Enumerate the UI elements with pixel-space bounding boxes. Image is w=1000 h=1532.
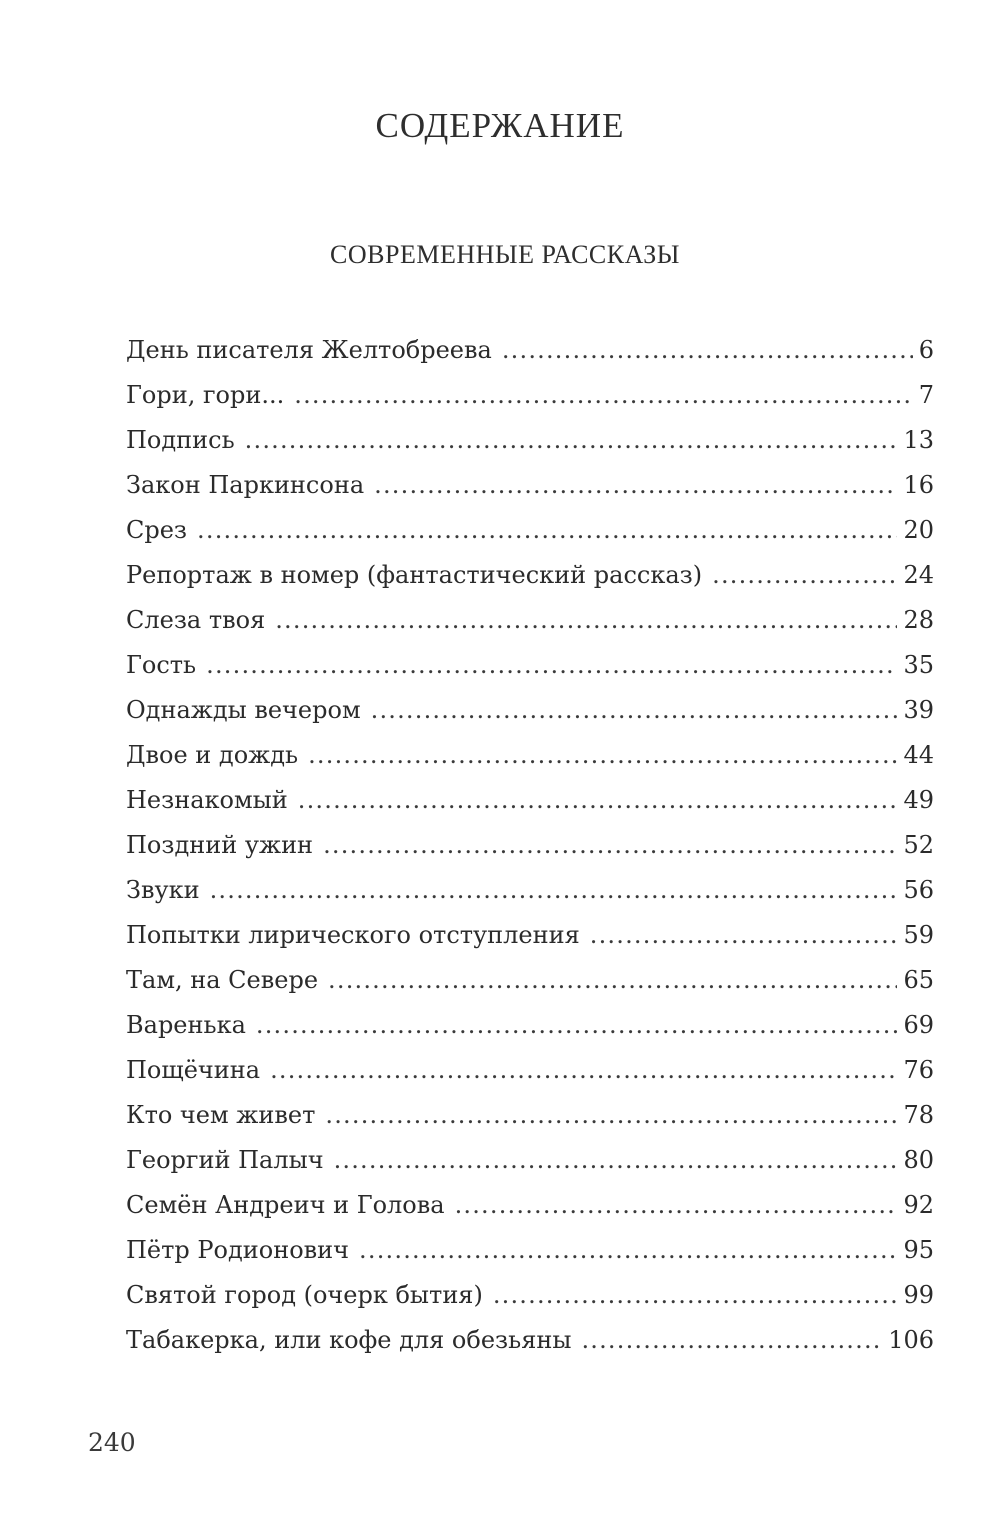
toc-entry-title: Незнакомый bbox=[126, 786, 288, 814]
toc-entry-page: 106 bbox=[888, 1326, 934, 1354]
dot-leader bbox=[325, 1093, 897, 1138]
toc-entry[interactable] bbox=[126, 598, 934, 643]
dot-leader bbox=[210, 868, 898, 913]
dot-leader bbox=[245, 418, 898, 463]
toc-entry[interactable] bbox=[126, 1228, 934, 1273]
dot-leader bbox=[581, 1318, 882, 1363]
toc-entry-page: 28 bbox=[903, 606, 934, 634]
dot-leader bbox=[590, 913, 898, 958]
toc-entry-page: 24 bbox=[903, 561, 934, 589]
toc-entry[interactable] bbox=[126, 643, 934, 688]
toc-entry[interactable] bbox=[126, 463, 934, 508]
toc-entry[interactable] bbox=[126, 1318, 934, 1363]
toc-entry-page: 78 bbox=[903, 1101, 934, 1129]
toc-entry[interactable] bbox=[126, 733, 934, 778]
toc-entry-page: 39 bbox=[903, 696, 934, 724]
toc-entry[interactable] bbox=[126, 418, 934, 463]
toc-entry-title: Подпись bbox=[126, 426, 235, 454]
page-number: 240 bbox=[88, 1428, 136, 1457]
toc-entry-page: 76 bbox=[903, 1056, 934, 1084]
toc-entry[interactable] bbox=[126, 823, 934, 868]
toc-entry[interactable] bbox=[126, 328, 934, 373]
toc-entry-page: 80 bbox=[903, 1146, 934, 1174]
toc-entry-title: Репортаж в номер (фантастический рассказ) bbox=[126, 561, 703, 589]
toc-entry[interactable] bbox=[126, 1003, 934, 1048]
toc-entry[interactable] bbox=[126, 1093, 934, 1138]
toc-entry-page: 6 bbox=[918, 336, 934, 364]
toc-entry-title: Срез bbox=[126, 516, 188, 544]
dot-leader bbox=[374, 463, 897, 508]
toc-entry-title: Кто чем живет bbox=[126, 1101, 316, 1129]
toc-entry-title: Святой город (очерк бытия) bbox=[126, 1281, 483, 1309]
toc-entry-title: Однажды вечером bbox=[126, 696, 361, 724]
dot-leader bbox=[323, 823, 897, 868]
dot-leader bbox=[206, 643, 897, 688]
toc-entry[interactable] bbox=[126, 778, 934, 823]
dot-leader bbox=[197, 508, 897, 553]
toc-entry[interactable] bbox=[126, 958, 934, 1003]
dot-leader bbox=[493, 1273, 898, 1318]
toc-entry-page: 99 bbox=[903, 1281, 934, 1309]
toc-entry-title: Закон Паркинсона bbox=[126, 471, 365, 499]
dot-leader bbox=[502, 328, 913, 373]
toc-entry[interactable] bbox=[126, 913, 934, 958]
toc-entry-title: Пощёчина bbox=[126, 1056, 261, 1084]
toc-entry-title: Пётр Родионович bbox=[126, 1236, 350, 1264]
toc-entry-title: Поздний ужин bbox=[126, 831, 314, 859]
toc-entry-title: Георгий Палыч bbox=[126, 1146, 324, 1174]
toc-entry[interactable] bbox=[126, 1273, 934, 1318]
toc-entry-page: 56 bbox=[903, 876, 934, 904]
toc-entry-title: Звуки bbox=[126, 876, 200, 904]
toc-entry-page: 49 bbox=[903, 786, 934, 814]
dot-leader bbox=[328, 958, 897, 1003]
toc-entry-page: 13 bbox=[903, 426, 934, 454]
section-title: СОВРЕМЕННЫЕ РАССКАЗЫ bbox=[330, 240, 680, 269]
toc-entry-page: 16 bbox=[903, 471, 934, 499]
toc-entry-title: Гори, гори... bbox=[126, 381, 285, 409]
toc-entry[interactable] bbox=[126, 868, 934, 913]
dot-leader bbox=[712, 553, 897, 598]
toc-entry-page: 69 bbox=[903, 1011, 934, 1039]
dot-leader bbox=[298, 778, 898, 823]
dot-leader bbox=[275, 598, 897, 643]
toc-entry-title: Семён Андреич и Голова bbox=[126, 1191, 445, 1219]
toc-entry-title: Слеза твоя bbox=[126, 606, 266, 634]
dot-leader bbox=[270, 1048, 897, 1093]
toc-entry-page: 35 bbox=[903, 651, 934, 679]
toc-entry-title: Варенька bbox=[126, 1011, 246, 1039]
dot-leader bbox=[256, 1003, 898, 1048]
toc-entry-page: 59 bbox=[903, 921, 934, 949]
dot-leader bbox=[334, 1138, 898, 1183]
dot-leader bbox=[359, 1228, 897, 1273]
toc-entry[interactable] bbox=[126, 553, 934, 598]
toc-entry-page: 44 bbox=[903, 741, 934, 769]
toc-entry[interactable] bbox=[126, 1048, 934, 1093]
toc-entry-page: 92 bbox=[903, 1191, 934, 1219]
toc-entry-title: Попытки лирического отступления bbox=[126, 921, 580, 949]
toc-entry[interactable] bbox=[126, 1183, 934, 1228]
dot-leader bbox=[371, 688, 898, 733]
toc-entry-page: 95 bbox=[903, 1236, 934, 1264]
toc-entry[interactable] bbox=[126, 688, 934, 733]
dot-leader bbox=[294, 373, 912, 418]
toc-entry[interactable] bbox=[126, 508, 934, 553]
toc-entry-page: 52 bbox=[903, 831, 934, 859]
dot-leader bbox=[308, 733, 897, 778]
toc-entry-title: Табакерка, или кофе для обезьяны bbox=[126, 1326, 572, 1354]
toc-entry-title: Гость bbox=[126, 651, 197, 679]
toc-entry-page: 20 bbox=[903, 516, 934, 544]
page-title: СОДЕРЖАНИЕ bbox=[375, 106, 625, 145]
toc-entry-title: Двое и дождь bbox=[126, 741, 299, 769]
dot-leader bbox=[455, 1183, 898, 1228]
toc-entry-page: 65 bbox=[903, 966, 934, 994]
toc-entry[interactable] bbox=[126, 373, 934, 418]
toc-entry[interactable] bbox=[126, 1138, 934, 1183]
toc-entry-title: День писателя Желтобреева bbox=[126, 336, 492, 364]
toc-entry-page: 7 bbox=[918, 381, 934, 409]
toc-entry-title: Там, на Севере bbox=[126, 966, 319, 994]
table-of-contents bbox=[126, 328, 934, 1363]
